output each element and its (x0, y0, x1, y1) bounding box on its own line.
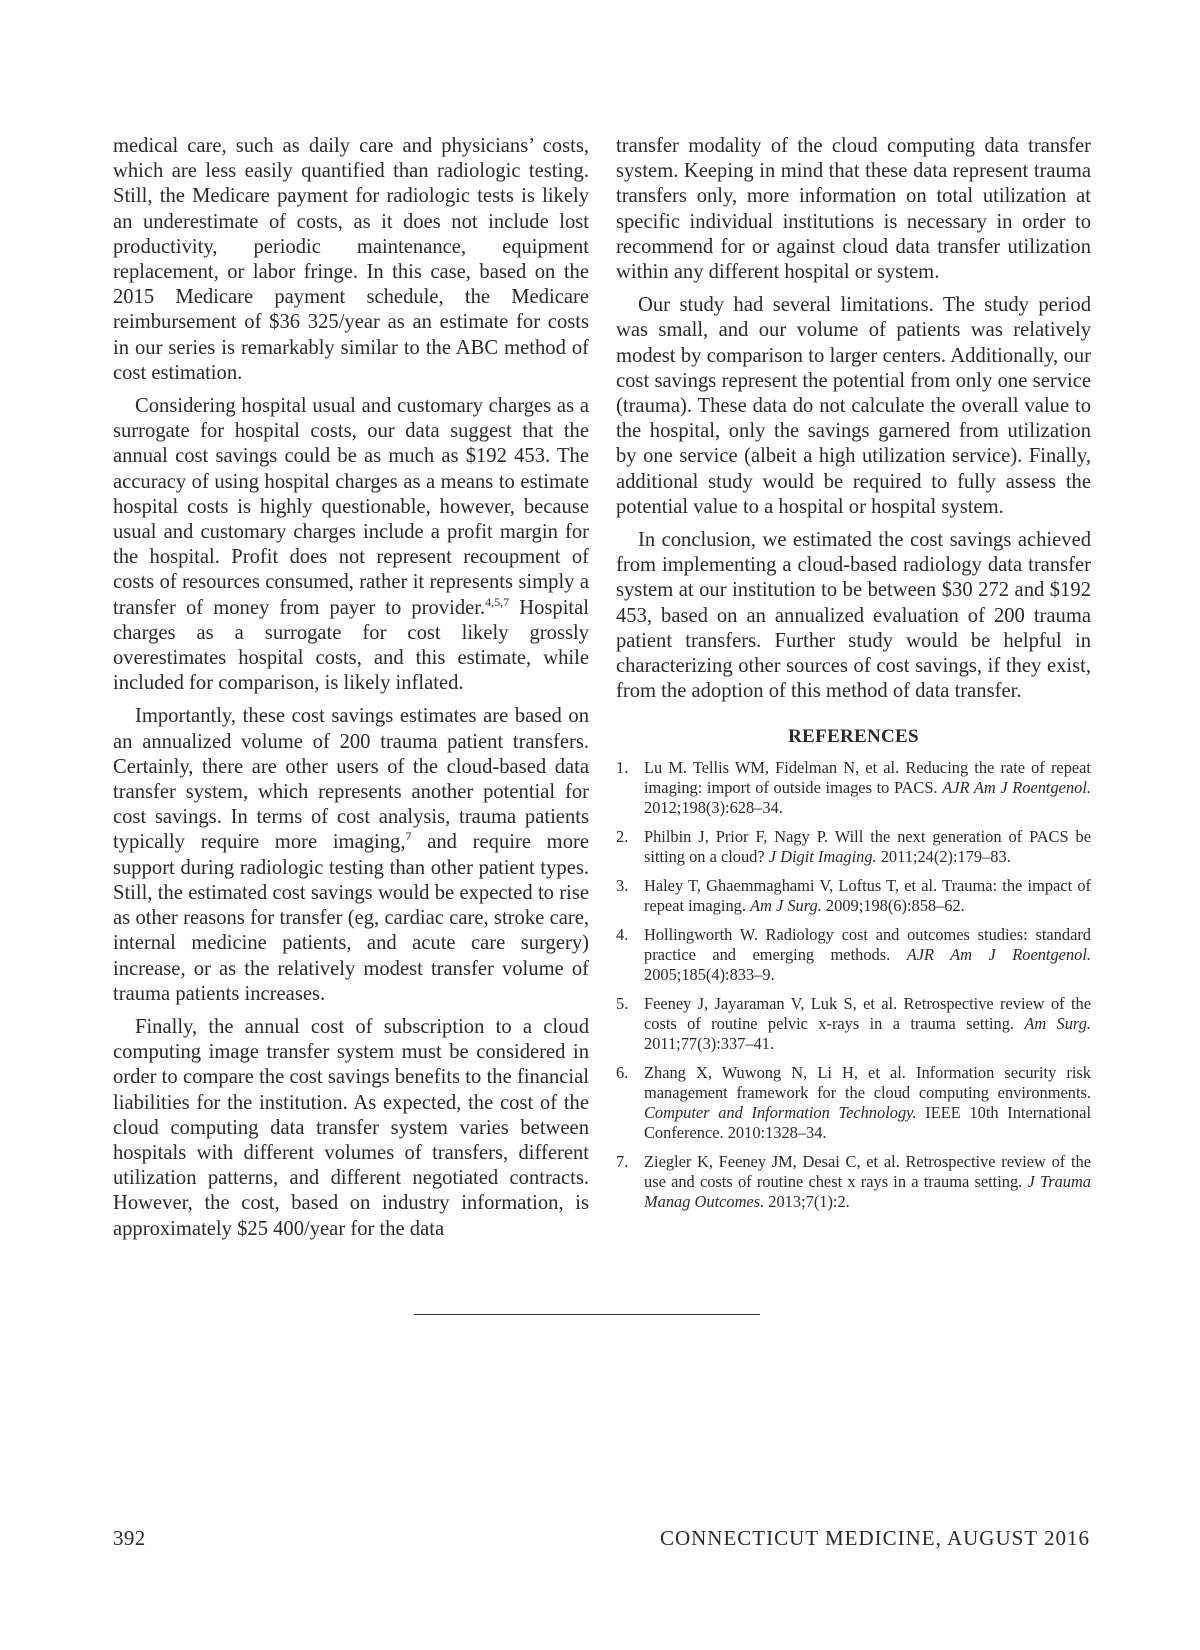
references-heading: REFERENCES (788, 726, 919, 748)
left-column (113, 134, 589, 1250)
reference-number: 1. (616, 757, 629, 777)
references-list (616, 758, 1091, 1212)
reference-journal: Am Surg. (1024, 1013, 1091, 1033)
section-end-rule (414, 1314, 760, 1315)
body-paragraph: Finally, the annual cost of subscription to a cloud computing image transfer system must be considered in order to compare the cost savings benefits to the financial liabilities for the institution. As expected, the cost of the cloud computing data transfer system varies between hospitals with different volumes of transfers, different utilization patterns, and different negotiated contracts. However, the cost, based on industry information, is approximately $25 400/year for the data (113, 1015, 589, 1240)
reference-citation: IEEE 10th International Conference. 2010:1328–34. (644, 1102, 1091, 1142)
paragraph-text: and require more support during radiologic testing than other patient types. Still, the estimated cost savings would be expected to rise as other reasons for transfer (eg, cardiac care, stroke care, internal medicine patients, and acute care surgery) increase, or as the relatively modest transfer volume of trauma patients increases. (113, 831, 589, 1005)
reference-item (616, 827, 1091, 867)
reference-citation: 2011;24(2):179–83. (876, 846, 1011, 866)
reference-item (616, 925, 1091, 985)
body-paragraph: transfer modality of the cloud computing data transfer system. Keeping in mind that these data represent trauma transfers only, more information on total utilization at specific individual institutions is necessary in order to recommend for or against cloud data transfer utilization within any different hospital or system. (616, 135, 1091, 284)
reference-text (644, 827, 1091, 867)
reference-item (616, 994, 1091, 1054)
reference-authors-title: Philbin J, Prior F, Nagy P. Will the next generation of PACS be sitting on a cloud? (644, 826, 1091, 866)
reference-item (616, 758, 1091, 818)
body-paragraph: medical care, such as daily care and physicians’ costs, which are less easily quantified than radiologic testing. Still, the Medicare payment for radiologic tests is likely an underestimate of costs, as it does not include lost productivity, periodic maintenance, equipment replacement, or labor fringe. In this case, based on the 2015 Medicare payment schedule, the Medicare reimbursement of $36 325/year as an estimate for costs in our series is remarkably similar to the ABC method of cost estimation. (113, 135, 589, 384)
reference-citation: 2009;198(6):858–62. (821, 895, 965, 915)
reference-item (616, 1152, 1091, 1212)
reference-number: 4. (616, 924, 629, 944)
citation-superscript: 7 (405, 829, 412, 844)
reference-text (644, 1063, 1091, 1143)
reference-text (644, 876, 1091, 916)
reference-text (644, 758, 1091, 818)
reference-text (644, 994, 1091, 1054)
reference-journal: Computer and Information Technology. (644, 1102, 917, 1122)
paragraph-text: Importantly, these cost savings estimates are based on an annualized volume of 200 trauma patient transfers. Certainly, there are other users of the cloud-based data transfer system, which represents another potential for cost savings. In terms of cost analysis, trauma patients typically require more imaging, (113, 705, 589, 854)
reference-number: 2. (616, 826, 629, 846)
reference-journal: AJR Am J Roentgenol. (906, 944, 1091, 964)
reference-authors-title: Haley T, Ghaemmaghami V, Loftus T, et al. Trauma: the impact of repeat imaging. (644, 875, 1091, 915)
reference-item (616, 1063, 1091, 1143)
reference-text (644, 925, 1091, 985)
citation-superscript: 4,5,7 (485, 594, 510, 609)
reference-number: 7. (616, 1151, 629, 1171)
reference-authors-title: Hollingworth W. Radiology cost and outcomes studies: standard practice and emerging methods. (644, 924, 1091, 964)
body-paragraph: Our study had several limitations. The study period was small, and our volume of patients was relatively modest by comparison to larger centers. Additionally, our cost savings represent the potential from only one service (trauma). These data do not calculate the overall value to the hospital, only the savings garnered from utilization by one service (albeit a high utilization service). Finally, additional study would be required to fully assess the potential value to a hospital or hospital system. (616, 294, 1091, 518)
reference-journal: J Trauma Manag Outcomes. (644, 1171, 1092, 1211)
reference-number: 6. (616, 1062, 629, 1082)
reference-number: 3. (616, 875, 629, 895)
reference-journal: AJR Am J Roentgenol. (942, 777, 1091, 797)
running-footer: CONNECTICUT MEDICINE, AUGUST 2016 (659, 1526, 1090, 1550)
body-paragraph (113, 704, 589, 1006)
reference-authors-title: Lu M. Tellis WM, Fidelman N, et al. Reducing the rate of repeat imaging: import of outside images to PACS. (644, 757, 1091, 797)
reference-text (644, 1152, 1091, 1212)
reference-number: 5. (616, 993, 629, 1013)
reference-citation: 2005;185(4):833–9. (644, 964, 775, 984)
reference-authors-title: Zhang X, Wuwong N, Li H, et al. Information security risk management framework for the cloud computing environments. (644, 1062, 1091, 1102)
paragraph-text: Considering hospital usual and customary charges as a surrogate for hospital costs, our data suggest that the annual cost savings could be as much as $192 453. The accuracy of using hospital charges as a means to estimate hospital costs is highly questionable, however, because usual and customary charges include a profit margin for the hospital. Profit does not represent recoupment of costs of resources consumed, rather it represents simply a transfer of money from payer to provider. (113, 395, 589, 619)
reference-citation: 2012;198(3):628–34. (644, 797, 783, 817)
reference-citation: 2013;7(1):2. (764, 1191, 850, 1211)
page-number: 392 (113, 1526, 146, 1550)
reference-journal: Am J Surg. (750, 895, 822, 915)
paragraph-text: Hospital charges as a surrogate for cost likely grossly overestimates hospital costs, and this estimate, while included for comparison, is likely inflated. (113, 596, 590, 695)
body-paragraph (113, 394, 589, 696)
body-paragraph: In conclusion, we estimated the cost savings achieved from implementing a cloud-based radiology data transfer system at our institution to be between $30 272 and $192 453, based on an annualized evaluation of 200 trauma patient transfers. Further study would be helpful in characterizing other sources of cost savings, if they exist, from the adoption of this method of data transfer. (616, 529, 1091, 703)
reference-citation: 2011;77(3):337–41. (644, 1033, 775, 1053)
reference-authors-title: Feeney J, Jayaraman V, Luk S, et al. Retrospective review of the costs of routine pelvic x-rays in a trauma setting. (644, 993, 1091, 1033)
reference-item (616, 876, 1091, 916)
right-column (616, 134, 1091, 1221)
reference-authors-title: Ziegler K, Feeney JM, Desai C, et al. Retrospective review of the use and costs of routine chest x rays in a trauma setting. (644, 1151, 1091, 1191)
reference-journal: J Digit Imaging. (768, 846, 877, 866)
